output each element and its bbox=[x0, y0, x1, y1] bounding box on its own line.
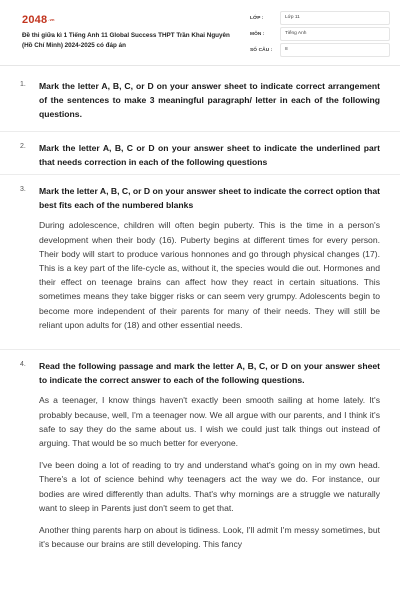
passage-paragraph: During adolescence, children will often begin puberty. This is the time in a person's development when their body (16). Puberty begins at different times for every person. Their body will start to produce various honnones and go through physical changes (17). This is a key part of the life-cycle as, without it, the species would die out. Hormones and their effect on teenage brains can affect how they react in certain situations. This sometimes means they take bigger risks or can seem very grumpy. Adolescents begin to become more independent of their parents for many of their needs. They will still be reliant upon adults for (18) and other essential needs. bbox=[39, 220, 380, 330]
question-number: 3. bbox=[20, 186, 26, 193]
exam-title: Đề thi giữa kì 1 Tiếng Anh 11 Global Success THPT Trần Khai Nguyên (Hồ Chí Minh) 2024-2025 có đáp án bbox=[22, 32, 230, 49]
passage-paragraph: I've been doing a lot of reading to try and understand what's going on in my own head. There's a lot of science behind why teenagers act the way we do. For instance, our bodies are wired differently than adults. That's why mornings are a struggle we naturally want to sleep in Parents just don't seem to get that. bbox=[39, 460, 380, 513]
exam-meta bbox=[250, 10, 390, 58]
meta-row-count bbox=[250, 42, 390, 58]
meta-label-count: SỐ CÂU : bbox=[250, 47, 273, 53]
meta-label-class: LỚP : bbox=[250, 15, 264, 21]
question-item bbox=[0, 350, 400, 565]
question-heading: Mark the letter A, B, C, or D on your answer sheet to indicate the correct option that best fits each of the numbered blanks bbox=[39, 186, 380, 211]
meta-value-subject: Tiếng Anh bbox=[280, 27, 390, 41]
question-heading: Read the following passage and mark the letter A, B, C, or D on your answer sheet to indicate the correct answer to each of the following questions. bbox=[39, 361, 380, 386]
passage bbox=[39, 393, 380, 551]
question-number: 2. bbox=[20, 143, 26, 150]
meta-value-count: 8 bbox=[280, 43, 390, 57]
meta-row-class bbox=[250, 10, 390, 26]
logo-suffix: .vn bbox=[48, 17, 55, 22]
question-list bbox=[0, 70, 400, 565]
meta-row-subject bbox=[250, 26, 390, 42]
meta-label-subject: MÔN : bbox=[250, 31, 265, 37]
question-number: 4. bbox=[20, 361, 26, 368]
page-header bbox=[0, 0, 400, 66]
passage-paragraph: Another thing parents harp on about is tidiness. Look, I'll admit I'm messy sometimes, but it's because our brains are still developing. This fancy bbox=[39, 525, 380, 550]
question-heading: Mark the letter A, B, C or D on your answer sheet to indicate the underlined part that needs correction in each of the following questions bbox=[39, 143, 380, 168]
site-logo[interactable] bbox=[22, 14, 55, 26]
question-item bbox=[0, 175, 400, 350]
question-item bbox=[0, 70, 400, 132]
question-heading: Mark the letter A, B, C, or D on your answer sheet to indicate correct arrangement of the sentences to make 3 meaningful paragraph/ letter in each of the following questions. bbox=[39, 81, 380, 120]
question-number: 1. bbox=[20, 81, 26, 88]
logo-text: 2048 bbox=[22, 14, 48, 26]
meta-value-class: Lớp 11 bbox=[280, 11, 390, 25]
question-item bbox=[0, 132, 400, 175]
passage bbox=[39, 218, 380, 332]
passage-paragraph: As a teenager, I know things haven't exactly been smooth sailing at home lately. It's probably because, well, I'm a teenager now. We all argue with our parents, and I think it's safe to say they do the same about us. I wish we could just talk things out instead of arguing. That would be so much better for everyone. bbox=[39, 395, 380, 449]
